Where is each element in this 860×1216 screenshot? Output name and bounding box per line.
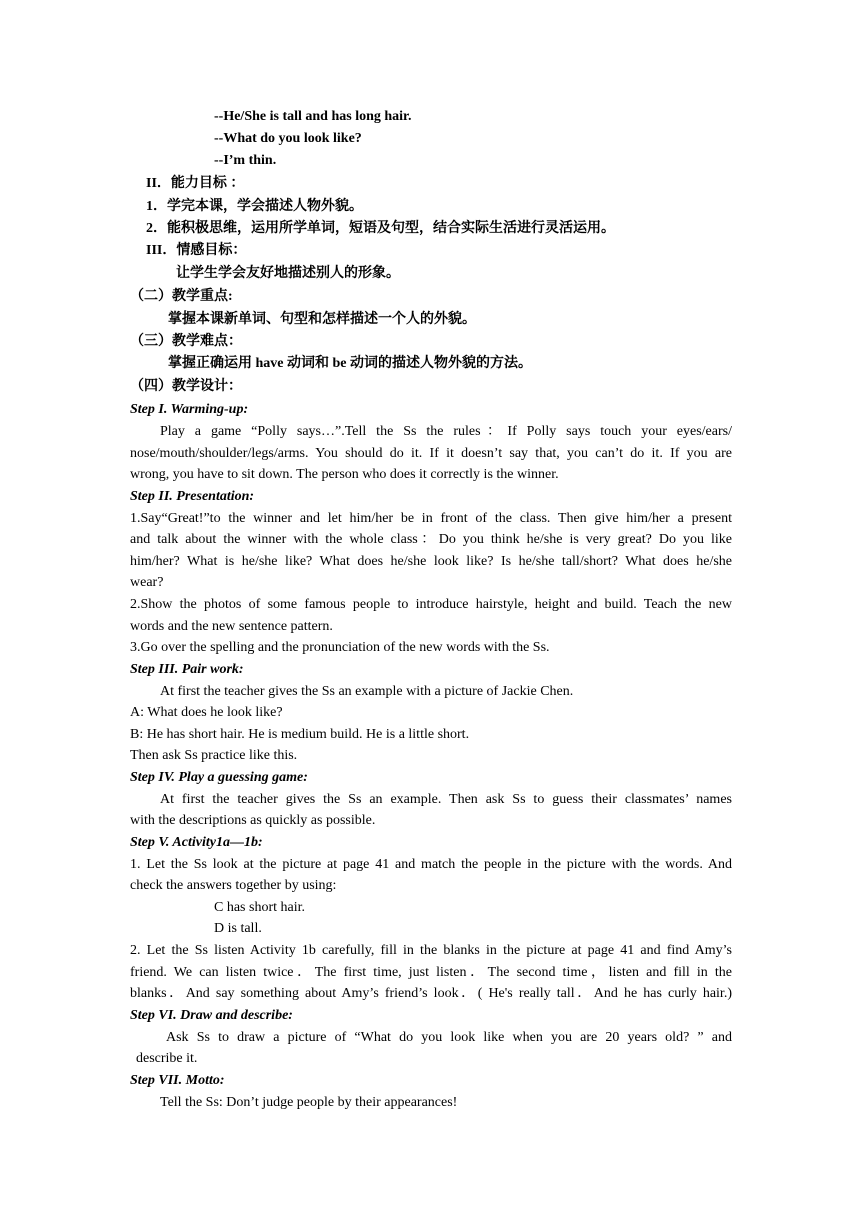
body-line: B: He has short hair. He is medium build. He is a little short. — [130, 727, 470, 742]
body-line: wrong, you have to sit down. The person who does it correctly is the winner. — [130, 467, 559, 482]
body-line: Play a game “Polly says…”.Tell the Ss the rules：If Polly says touch your eyes/ears/ — [160, 424, 732, 439]
step-title: Step III. Pair work: — [130, 662, 244, 677]
step-title: Step VI. Draw and describe: — [130, 1008, 293, 1023]
body-line: nose/mouth/shoulder/legs/arms. You should do it. If it doesn’t say that, you can’t do it. If you are — [130, 446, 732, 461]
key-points-heading: （二）教学重点: — [130, 289, 233, 304]
ability-heading: II．能力目标 ： — [146, 176, 245, 191]
body-line: 2. Let the Ss listen Activity 1b carefully, fill in the blanks in the picture at page 41 and find Amy’s — [130, 943, 732, 958]
body-line: 2.Show the photos of some famous people to introduce hairstyle, height and build. Teach the new — [130, 597, 732, 612]
dialogue-line: --I’m thin. — [214, 153, 277, 168]
body-line: describe it. — [136, 1051, 198, 1066]
body-line: words and the new sentence pattern. — [130, 619, 333, 634]
ability-item: 1．学完本课，学会描述人物外貌。 — [146, 199, 363, 214]
key-points-text: 掌握本课新单词、句型和怎样描述一个人的外貌。 — [168, 312, 476, 327]
body-line: him/her? What is he/she like? What does he/she look like? Is he/she tall/short? What does he/she — [130, 554, 732, 569]
body-line: and talk about the winner with the whole class：Do you think he/she is very great? Do you like — [130, 532, 732, 547]
dialogue-line: --He/She is tall and has long hair. — [214, 109, 412, 124]
body-line: At first the teacher gives the Ss an example. Then ask Ss to guess their classmates’ names — [160, 792, 732, 807]
body-line: Then ask Ss practice like this. — [130, 748, 298, 763]
step-title: Step VII. Motto: — [130, 1073, 225, 1088]
body-line: check the answers together by using: — [130, 878, 337, 893]
emotion-item: 让学生学会友好地描述别人的形象。 — [176, 266, 400, 281]
body-line: 1. Let the Ss look at the picture at page 41 and match the people in the picture with the words. And — [130, 857, 732, 872]
body-line: D is tall. — [214, 921, 262, 936]
body-line: 1.Say“Great!”to the winner and let him/her be in front of the class. Then give him/her a present — [130, 511, 732, 526]
step-title: Step V. Activity1a—1b: — [130, 835, 263, 850]
dialogue-line: --What do you look like? — [214, 131, 362, 146]
body-line: blanks．And say something about Amy’s friend’s look．( He's really tall．And he has curly hair.) — [130, 986, 732, 1001]
emotion-heading: III．情感目标： — [146, 243, 247, 258]
body-line: Ask Ss to draw a picture of “What do you look like when you are 20 years old? ” and — [166, 1030, 732, 1045]
difficulties-text: 掌握正确运用 have 动词和 be 动词的描述人物外貌的方法。 — [168, 356, 532, 371]
difficulties-heading: （三）教学难点： — [130, 334, 242, 349]
step-title: Step IV. Play a guessing game: — [130, 770, 308, 785]
step-title: Step II. Presentation: — [130, 489, 255, 504]
ability-item: 2．能积极思维，运用所学单词，短语及句型，结合实际生活进行灵活运用。 — [146, 221, 615, 236]
body-line: friend. We can listen twice．The first time, just listen．The second time，listen and fill in the — [130, 965, 732, 980]
body-line: wear? — [130, 575, 164, 590]
body-line: Tell the Ss: Don’t judge people by their appearances! — [160, 1095, 458, 1110]
body-line: At first the teacher gives the Ss an example with a picture of Jackie Chen. — [160, 684, 574, 699]
step-title: Step I. Warming-up: — [130, 402, 249, 417]
body-line: 3.Go over the spelling and the pronunciation of the new words with the Ss. — [130, 640, 550, 655]
body-line: with the descriptions as quickly as possible. — [130, 813, 376, 828]
design-heading: （四）教学设计： — [130, 379, 242, 394]
body-line: A: What does he look like? — [130, 705, 283, 720]
body-line: C has short hair. — [214, 900, 305, 915]
